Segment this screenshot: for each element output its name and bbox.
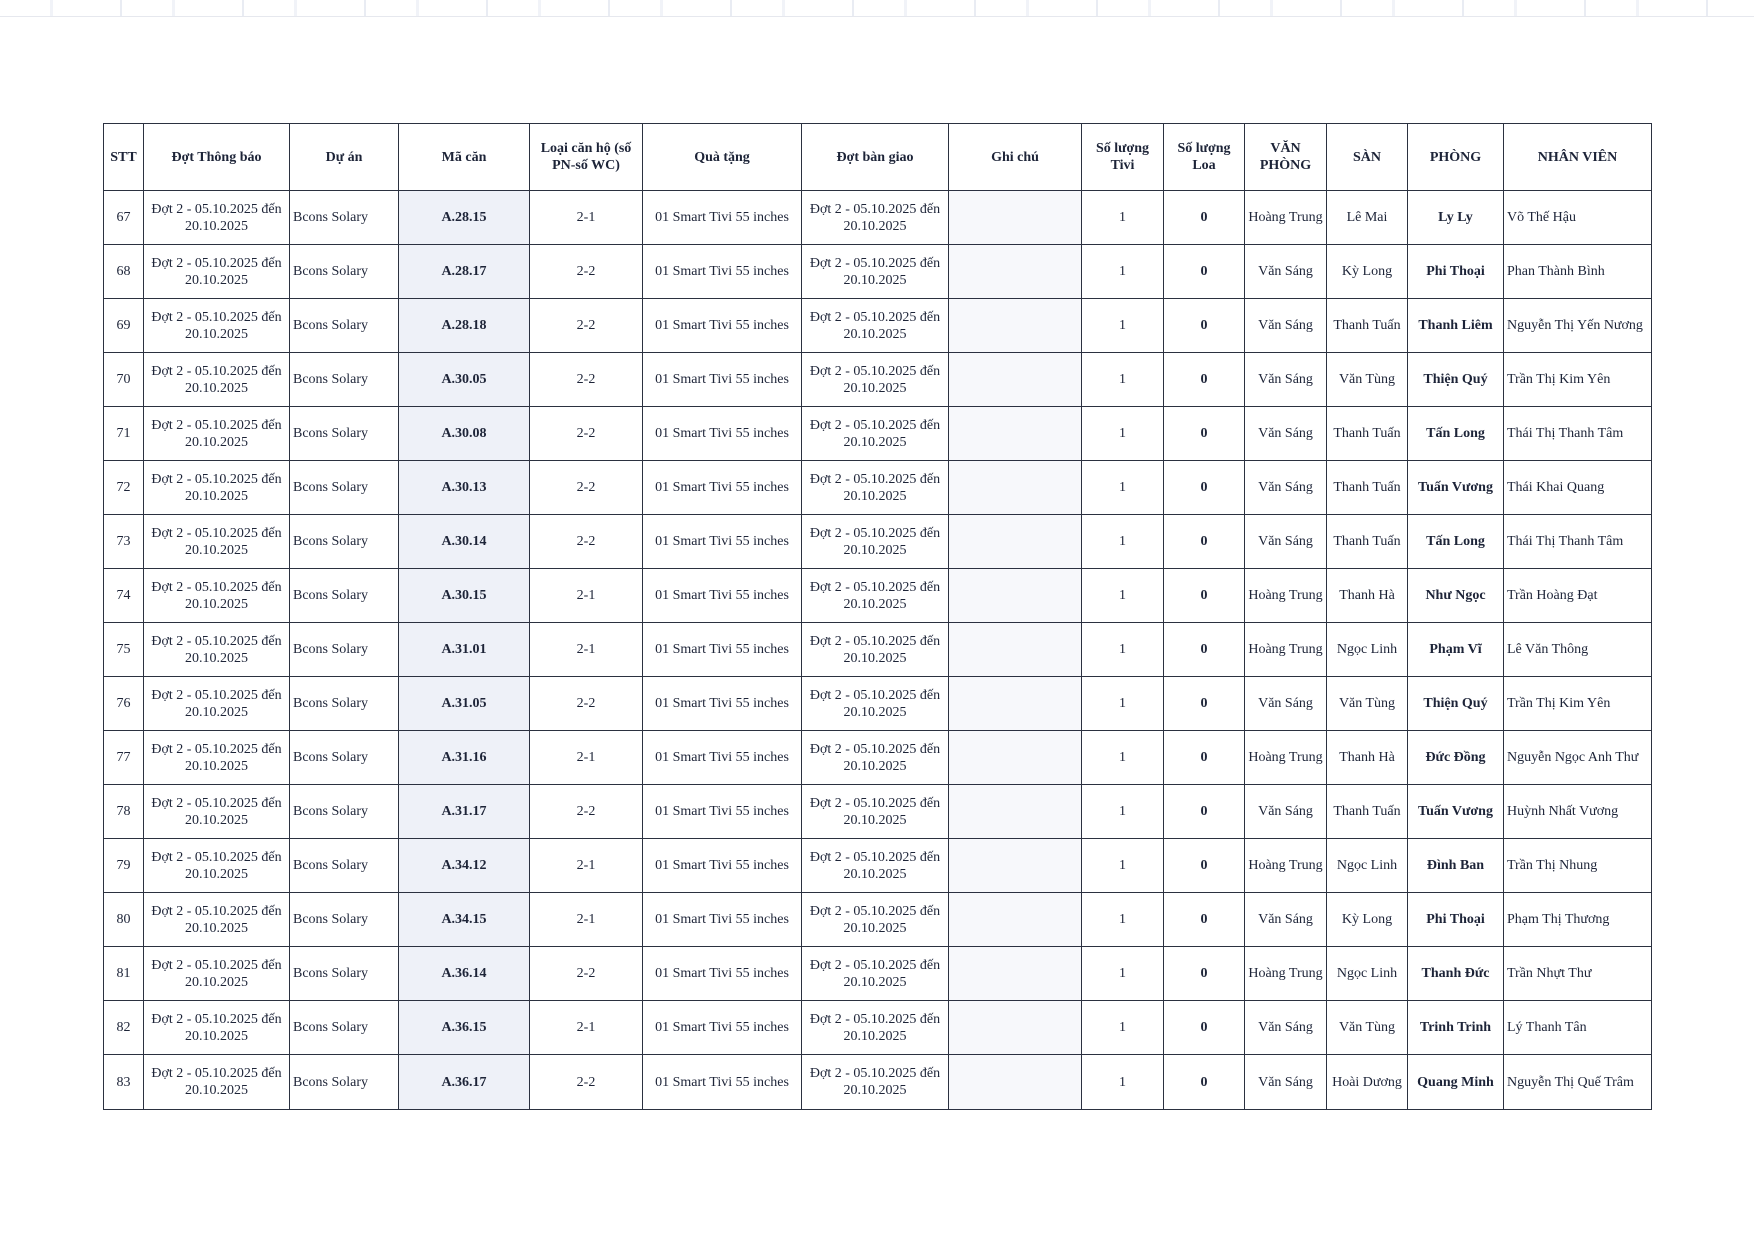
cell-qua-tang: 01 Smart Tivi 55 inches xyxy=(643,839,802,893)
cell-ghi-chu xyxy=(949,731,1082,785)
header-so-luong-loa: Số lượng Loa xyxy=(1164,124,1245,191)
cell-ma-can: A.31.17 xyxy=(399,785,530,839)
table-row xyxy=(104,569,1652,623)
table-row xyxy=(104,1055,1652,1110)
cell-stt: 76 xyxy=(104,677,144,731)
cell-so-luong-tivi: 1 xyxy=(1082,299,1164,353)
cell-nhan-vien: Lê Văn Thông xyxy=(1504,623,1652,677)
cell-du-an: Bcons Solary xyxy=(290,893,399,947)
cell-dot-thong-bao: Đợt 2 - 05.10.2025 đến 20.10.2025 xyxy=(144,839,290,893)
cell-dot-ban-giao: Đợt 2 - 05.10.2025 đến 20.10.2025 xyxy=(802,731,949,785)
table-row xyxy=(104,947,1652,1001)
cell-stt: 80 xyxy=(104,893,144,947)
cell-phong: Phi Thoại xyxy=(1408,245,1504,299)
cell-stt: 67 xyxy=(104,191,144,245)
cell-stt: 83 xyxy=(104,1055,144,1110)
cell-dot-ban-giao: Đợt 2 - 05.10.2025 đến 20.10.2025 xyxy=(802,191,949,245)
cell-du-an: Bcons Solary xyxy=(290,623,399,677)
cell-loai-can-ho: 2-1 xyxy=(530,839,643,893)
cell-van-phong: Văn Sáng xyxy=(1245,677,1327,731)
cell-phong: Thanh Đức xyxy=(1408,947,1504,1001)
cell-dot-thong-bao: Đợt 2 - 05.10.2025 đến 20.10.2025 xyxy=(144,623,290,677)
header-san: SÀN xyxy=(1327,124,1408,191)
cell-loai-can-ho: 2-2 xyxy=(530,515,643,569)
cell-loai-can-ho: 2-1 xyxy=(530,191,643,245)
cell-dot-ban-giao: Đợt 2 - 05.10.2025 đến 20.10.2025 xyxy=(802,461,949,515)
cell-dot-ban-giao: Đợt 2 - 05.10.2025 đến 20.10.2025 xyxy=(802,1055,949,1110)
header-phong: PHÒNG xyxy=(1408,124,1504,191)
cell-loai-can-ho: 2-2 xyxy=(530,1055,643,1110)
cell-phong: Tấn Long xyxy=(1408,407,1504,461)
cell-qua-tang: 01 Smart Tivi 55 inches xyxy=(643,299,802,353)
cell-so-luong-tivi: 1 xyxy=(1082,407,1164,461)
cell-so-luong-loa: 0 xyxy=(1164,1001,1245,1055)
table-row xyxy=(104,515,1652,569)
cell-so-luong-tivi: 1 xyxy=(1082,677,1164,731)
cell-dot-thong-bao: Đợt 2 - 05.10.2025 đến 20.10.2025 xyxy=(144,947,290,1001)
cell-nhan-vien: Trần Thị Kim Yên xyxy=(1504,677,1652,731)
cell-stt: 79 xyxy=(104,839,144,893)
cell-nhan-vien: Phan Thành Bình xyxy=(1504,245,1652,299)
cell-so-luong-tivi: 1 xyxy=(1082,785,1164,839)
cell-so-luong-loa: 0 xyxy=(1164,677,1245,731)
cell-dot-ban-giao: Đợt 2 - 05.10.2025 đến 20.10.2025 xyxy=(802,407,949,461)
table-row xyxy=(104,785,1652,839)
cell-san: Thanh Tuấn xyxy=(1327,407,1408,461)
cell-du-an: Bcons Solary xyxy=(290,947,399,1001)
cell-qua-tang: 01 Smart Tivi 55 inches xyxy=(643,893,802,947)
cell-san: Kỳ Long xyxy=(1327,893,1408,947)
cell-loai-can-ho: 2-2 xyxy=(530,245,643,299)
cell-loai-can-ho: 2-2 xyxy=(530,407,643,461)
cell-so-luong-loa: 0 xyxy=(1164,461,1245,515)
cell-van-phong: Văn Sáng xyxy=(1245,785,1327,839)
cell-qua-tang: 01 Smart Tivi 55 inches xyxy=(643,407,802,461)
cell-nhan-vien: Nguyễn Thị Yến Nương xyxy=(1504,299,1652,353)
cell-qua-tang: 01 Smart Tivi 55 inches xyxy=(643,785,802,839)
cell-qua-tang: 01 Smart Tivi 55 inches xyxy=(643,1001,802,1055)
cell-dot-ban-giao: Đợt 2 - 05.10.2025 đến 20.10.2025 xyxy=(802,947,949,1001)
cell-so-luong-loa: 0 xyxy=(1164,245,1245,299)
cell-san: Ngọc Linh xyxy=(1327,839,1408,893)
cell-van-phong: Hoàng Trung xyxy=(1245,839,1327,893)
cell-ghi-chu xyxy=(949,1055,1082,1110)
cell-qua-tang: 01 Smart Tivi 55 inches xyxy=(643,1055,802,1110)
cell-so-luong-loa: 0 xyxy=(1164,407,1245,461)
cell-ma-can: A.30.14 xyxy=(399,515,530,569)
cell-phong: Tuấn Vương xyxy=(1408,785,1504,839)
cell-du-an: Bcons Solary xyxy=(290,731,399,785)
cell-loai-can-ho: 2-2 xyxy=(530,461,643,515)
cell-dot-ban-giao: Đợt 2 - 05.10.2025 đến 20.10.2025 xyxy=(802,785,949,839)
header-du-an: Dự án xyxy=(290,124,399,191)
cell-dot-ban-giao: Đợt 2 - 05.10.2025 đến 20.10.2025 xyxy=(802,515,949,569)
cell-du-an: Bcons Solary xyxy=(290,245,399,299)
cell-san: Hoài Dương xyxy=(1327,1055,1408,1110)
cell-van-phong: Hoàng Trung xyxy=(1245,731,1327,785)
header-dot-ban-giao: Đợt bàn giao xyxy=(802,124,949,191)
cell-van-phong: Hoàng Trung xyxy=(1245,569,1327,623)
cell-ghi-chu xyxy=(949,407,1082,461)
table-header-row xyxy=(104,124,1652,191)
cell-du-an: Bcons Solary xyxy=(290,461,399,515)
cell-so-luong-loa: 0 xyxy=(1164,785,1245,839)
header-ghi-chu: Ghi chú xyxy=(949,124,1082,191)
cell-so-luong-tivi: 1 xyxy=(1082,353,1164,407)
cell-so-luong-tivi: 1 xyxy=(1082,191,1164,245)
table-row xyxy=(104,353,1652,407)
cell-dot-ban-giao: Đợt 2 - 05.10.2025 đến 20.10.2025 xyxy=(802,623,949,677)
scan-edge-artifact xyxy=(0,0,1754,17)
cell-so-luong-tivi: 1 xyxy=(1082,461,1164,515)
cell-van-phong: Văn Sáng xyxy=(1245,245,1327,299)
cell-qua-tang: 01 Smart Tivi 55 inches xyxy=(643,245,802,299)
cell-stt: 78 xyxy=(104,785,144,839)
cell-stt: 81 xyxy=(104,947,144,1001)
cell-ghi-chu xyxy=(949,461,1082,515)
header-nhan-vien: NHÂN VIÊN xyxy=(1504,124,1652,191)
cell-san: Thanh Tuấn xyxy=(1327,461,1408,515)
cell-nhan-vien: Võ Thế Hậu xyxy=(1504,191,1652,245)
cell-nhan-vien: Thái Thị Thanh Tâm xyxy=(1504,407,1652,461)
cell-ma-can: A.30.13 xyxy=(399,461,530,515)
cell-dot-thong-bao: Đợt 2 - 05.10.2025 đến 20.10.2025 xyxy=(144,515,290,569)
cell-ma-can: A.36.17 xyxy=(399,1055,530,1110)
cell-so-luong-tivi: 1 xyxy=(1082,947,1164,1001)
cell-stt: 77 xyxy=(104,731,144,785)
cell-so-luong-loa: 0 xyxy=(1164,569,1245,623)
cell-ghi-chu xyxy=(949,299,1082,353)
cell-phong: Thiện Quý xyxy=(1408,677,1504,731)
cell-ma-can: A.28.18 xyxy=(399,299,530,353)
cell-phong: Thiện Quý xyxy=(1408,353,1504,407)
cell-van-phong: Văn Sáng xyxy=(1245,1055,1327,1110)
cell-ghi-chu xyxy=(949,839,1082,893)
cell-san: Thanh Tuấn xyxy=(1327,515,1408,569)
cell-stt: 73 xyxy=(104,515,144,569)
cell-san: Kỳ Long xyxy=(1327,245,1408,299)
cell-ma-can: A.28.17 xyxy=(399,245,530,299)
cell-so-luong-loa: 0 xyxy=(1164,299,1245,353)
cell-dot-thong-bao: Đợt 2 - 05.10.2025 đến 20.10.2025 xyxy=(144,299,290,353)
table-row xyxy=(104,677,1652,731)
cell-van-phong: Văn Sáng xyxy=(1245,1001,1327,1055)
cell-stt: 82 xyxy=(104,1001,144,1055)
cell-so-luong-tivi: 1 xyxy=(1082,569,1164,623)
cell-ma-can: A.34.12 xyxy=(399,839,530,893)
cell-dot-thong-bao: Đợt 2 - 05.10.2025 đến 20.10.2025 xyxy=(144,1001,290,1055)
cell-ghi-chu xyxy=(949,515,1082,569)
cell-nhan-vien: Trần Thị Kim Yên xyxy=(1504,353,1652,407)
cell-ma-can: A.36.14 xyxy=(399,947,530,1001)
cell-nhan-vien: Huỳnh Nhất Vương xyxy=(1504,785,1652,839)
cell-loai-can-ho: 2-1 xyxy=(530,623,643,677)
cell-so-luong-tivi: 1 xyxy=(1082,893,1164,947)
cell-phong: Đức Đồng xyxy=(1408,731,1504,785)
cell-ma-can: A.30.08 xyxy=(399,407,530,461)
cell-ma-can: A.36.15 xyxy=(399,1001,530,1055)
cell-nhan-vien: Thái Thị Thanh Tâm xyxy=(1504,515,1652,569)
header-stt: STT xyxy=(104,124,144,191)
cell-phong: Phi Thoại xyxy=(1408,893,1504,947)
cell-van-phong: Văn Sáng xyxy=(1245,893,1327,947)
gift-allocation-table xyxy=(103,123,1652,1110)
header-loai-can-ho: Loại căn hộ (số PN-số WC) xyxy=(530,124,643,191)
cell-dot-ban-giao: Đợt 2 - 05.10.2025 đến 20.10.2025 xyxy=(802,839,949,893)
cell-loai-can-ho: 2-2 xyxy=(530,353,643,407)
cell-nhan-vien: Lý Thanh Tân xyxy=(1504,1001,1652,1055)
cell-so-luong-loa: 0 xyxy=(1164,947,1245,1001)
cell-qua-tang: 01 Smart Tivi 55 inches xyxy=(643,461,802,515)
cell-ghi-chu xyxy=(949,569,1082,623)
cell-san: Ngọc Linh xyxy=(1327,947,1408,1001)
table-row xyxy=(104,1001,1652,1055)
table-row xyxy=(104,407,1652,461)
cell-du-an: Bcons Solary xyxy=(290,191,399,245)
cell-dot-ban-giao: Đợt 2 - 05.10.2025 đến 20.10.2025 xyxy=(802,893,949,947)
cell-qua-tang: 01 Smart Tivi 55 inches xyxy=(643,677,802,731)
cell-du-an: Bcons Solary xyxy=(290,515,399,569)
cell-san: Văn Tùng xyxy=(1327,1001,1408,1055)
cell-so-luong-loa: 0 xyxy=(1164,731,1245,785)
cell-van-phong: Văn Sáng xyxy=(1245,353,1327,407)
cell-ghi-chu xyxy=(949,785,1082,839)
cell-stt: 71 xyxy=(104,407,144,461)
cell-so-luong-tivi: 1 xyxy=(1082,245,1164,299)
header-dot-thong-bao: Đợt Thông báo xyxy=(144,124,290,191)
cell-dot-ban-giao: Đợt 2 - 05.10.2025 đến 20.10.2025 xyxy=(802,569,949,623)
cell-stt: 72 xyxy=(104,461,144,515)
cell-nhan-vien: Trần Hoàng Đạt xyxy=(1504,569,1652,623)
cell-so-luong-loa: 0 xyxy=(1164,893,1245,947)
cell-du-an: Bcons Solary xyxy=(290,353,399,407)
cell-ma-can: A.30.15 xyxy=(399,569,530,623)
cell-so-luong-tivi: 1 xyxy=(1082,623,1164,677)
cell-so-luong-tivi: 1 xyxy=(1082,1001,1164,1055)
cell-van-phong: Văn Sáng xyxy=(1245,461,1327,515)
cell-dot-thong-bao: Đợt 2 - 05.10.2025 đến 20.10.2025 xyxy=(144,677,290,731)
cell-so-luong-tivi: 1 xyxy=(1082,1055,1164,1110)
cell-du-an: Bcons Solary xyxy=(290,1055,399,1110)
cell-ma-can: A.31.01 xyxy=(399,623,530,677)
cell-ma-can: A.31.16 xyxy=(399,731,530,785)
cell-ma-can: A.30.05 xyxy=(399,353,530,407)
cell-san: Thanh Hà xyxy=(1327,569,1408,623)
cell-so-luong-tivi: 1 xyxy=(1082,839,1164,893)
cell-ma-can: A.31.05 xyxy=(399,677,530,731)
cell-so-luong-loa: 0 xyxy=(1164,515,1245,569)
cell-phong: Tấn Long xyxy=(1408,515,1504,569)
cell-so-luong-tivi: 1 xyxy=(1082,515,1164,569)
cell-so-luong-loa: 0 xyxy=(1164,1055,1245,1110)
table-row xyxy=(104,299,1652,353)
cell-phong: Đình Ban xyxy=(1408,839,1504,893)
cell-du-an: Bcons Solary xyxy=(290,785,399,839)
cell-ghi-chu xyxy=(949,191,1082,245)
cell-du-an: Bcons Solary xyxy=(290,1001,399,1055)
cell-stt: 68 xyxy=(104,245,144,299)
cell-van-phong: Văn Sáng xyxy=(1245,299,1327,353)
cell-qua-tang: 01 Smart Tivi 55 inches xyxy=(643,623,802,677)
cell-loai-can-ho: 2-1 xyxy=(530,893,643,947)
cell-nhan-vien: Trần Nhựt Thư xyxy=(1504,947,1652,1001)
cell-loai-can-ho: 2-2 xyxy=(530,947,643,1001)
cell-ghi-chu xyxy=(949,947,1082,1001)
cell-nhan-vien: Nguyễn Thị Quế Trâm xyxy=(1504,1055,1652,1110)
table-row xyxy=(104,893,1652,947)
cell-nhan-vien: Phạm Thị Thương xyxy=(1504,893,1652,947)
header-van-phong: VĂN PHÒNG xyxy=(1245,124,1327,191)
cell-dot-ban-giao: Đợt 2 - 05.10.2025 đến 20.10.2025 xyxy=(802,245,949,299)
table-row xyxy=(104,839,1652,893)
cell-san: Thanh Hà xyxy=(1327,731,1408,785)
header-ma-can: Mã căn xyxy=(399,124,530,191)
cell-dot-thong-bao: Đợt 2 - 05.10.2025 đến 20.10.2025 xyxy=(144,461,290,515)
cell-dot-thong-bao: Đợt 2 - 05.10.2025 đến 20.10.2025 xyxy=(144,785,290,839)
cell-qua-tang: 01 Smart Tivi 55 inches xyxy=(643,947,802,1001)
cell-van-phong: Hoàng Trung xyxy=(1245,947,1327,1001)
cell-qua-tang: 01 Smart Tivi 55 inches xyxy=(643,569,802,623)
cell-qua-tang: 01 Smart Tivi 55 inches xyxy=(643,731,802,785)
cell-phong: Thanh Liêm xyxy=(1408,299,1504,353)
cell-qua-tang: 01 Smart Tivi 55 inches xyxy=(643,191,802,245)
cell-phong: Quang Minh xyxy=(1408,1055,1504,1110)
cell-stt: 74 xyxy=(104,569,144,623)
cell-van-phong: Văn Sáng xyxy=(1245,407,1327,461)
cell-san: Thanh Tuấn xyxy=(1327,299,1408,353)
table-row xyxy=(104,245,1652,299)
cell-dot-thong-bao: Đợt 2 - 05.10.2025 đến 20.10.2025 xyxy=(144,353,290,407)
cell-dot-ban-giao: Đợt 2 - 05.10.2025 đến 20.10.2025 xyxy=(802,1001,949,1055)
cell-dot-thong-bao: Đợt 2 - 05.10.2025 đến 20.10.2025 xyxy=(144,407,290,461)
cell-dot-ban-giao: Đợt 2 - 05.10.2025 đến 20.10.2025 xyxy=(802,353,949,407)
cell-nhan-vien: Trần Thị Nhung xyxy=(1504,839,1652,893)
cell-ghi-chu xyxy=(949,677,1082,731)
table-row xyxy=(104,191,1652,245)
cell-dot-thong-bao: Đợt 2 - 05.10.2025 đến 20.10.2025 xyxy=(144,569,290,623)
cell-dot-ban-giao: Đợt 2 - 05.10.2025 đến 20.10.2025 xyxy=(802,299,949,353)
cell-phong: Phạm Vĩ xyxy=(1408,623,1504,677)
cell-loai-can-ho: 2-2 xyxy=(530,785,643,839)
cell-stt: 75 xyxy=(104,623,144,677)
cell-loai-can-ho: 2-1 xyxy=(530,569,643,623)
cell-van-phong: Văn Sáng xyxy=(1245,515,1327,569)
cell-dot-ban-giao: Đợt 2 - 05.10.2025 đến 20.10.2025 xyxy=(802,677,949,731)
cell-ghi-chu xyxy=(949,623,1082,677)
cell-du-an: Bcons Solary xyxy=(290,407,399,461)
cell-phong: Tuấn Vương xyxy=(1408,461,1504,515)
cell-loai-can-ho: 2-1 xyxy=(530,1001,643,1055)
header-so-luong-tivi: Số lượng Tivi xyxy=(1082,124,1164,191)
cell-san: Thanh Tuấn xyxy=(1327,785,1408,839)
cell-so-luong-loa: 0 xyxy=(1164,623,1245,677)
cell-san: Văn Tùng xyxy=(1327,677,1408,731)
cell-du-an: Bcons Solary xyxy=(290,569,399,623)
cell-qua-tang: 01 Smart Tivi 55 inches xyxy=(643,515,802,569)
cell-san: Ngọc Linh xyxy=(1327,623,1408,677)
cell-phong: Trinh Trinh xyxy=(1408,1001,1504,1055)
cell-so-luong-loa: 0 xyxy=(1164,191,1245,245)
cell-ghi-chu xyxy=(949,245,1082,299)
cell-du-an: Bcons Solary xyxy=(290,677,399,731)
table-row xyxy=(104,461,1652,515)
cell-nhan-vien: Nguyễn Ngọc Anh Thư xyxy=(1504,731,1652,785)
cell-du-an: Bcons Solary xyxy=(290,839,399,893)
cell-san: Văn Tùng xyxy=(1327,353,1408,407)
cell-ghi-chu xyxy=(949,353,1082,407)
cell-phong: Ly Ly xyxy=(1408,191,1504,245)
cell-ma-can: A.28.15 xyxy=(399,191,530,245)
cell-dot-thong-bao: Đợt 2 - 05.10.2025 đến 20.10.2025 xyxy=(144,1055,290,1110)
header-qua-tang: Quà tặng xyxy=(643,124,802,191)
cell-van-phong: Hoàng Trung xyxy=(1245,623,1327,677)
cell-du-an: Bcons Solary xyxy=(290,299,399,353)
cell-so-luong-tivi: 1 xyxy=(1082,731,1164,785)
cell-san: Lê Mai xyxy=(1327,191,1408,245)
cell-stt: 69 xyxy=(104,299,144,353)
cell-ghi-chu xyxy=(949,1001,1082,1055)
cell-so-luong-loa: 0 xyxy=(1164,839,1245,893)
cell-ghi-chu xyxy=(949,893,1082,947)
table-row xyxy=(104,731,1652,785)
cell-loai-can-ho: 2-2 xyxy=(530,299,643,353)
cell-phong: Như Ngọc xyxy=(1408,569,1504,623)
cell-nhan-vien: Thái Khai Quang xyxy=(1504,461,1652,515)
cell-dot-thong-bao: Đợt 2 - 05.10.2025 đến 20.10.2025 xyxy=(144,893,290,947)
cell-ma-can: A.34.15 xyxy=(399,893,530,947)
cell-stt: 70 xyxy=(104,353,144,407)
cell-dot-thong-bao: Đợt 2 - 05.10.2025 đến 20.10.2025 xyxy=(144,191,290,245)
cell-qua-tang: 01 Smart Tivi 55 inches xyxy=(643,353,802,407)
cell-loai-can-ho: 2-1 xyxy=(530,731,643,785)
cell-dot-thong-bao: Đợt 2 - 05.10.2025 đến 20.10.2025 xyxy=(144,245,290,299)
table-row xyxy=(104,623,1652,677)
cell-dot-thong-bao: Đợt 2 - 05.10.2025 đến 20.10.2025 xyxy=(144,731,290,785)
cell-so-luong-loa: 0 xyxy=(1164,353,1245,407)
cell-loai-can-ho: 2-2 xyxy=(530,677,643,731)
cell-van-phong: Hoàng Trung xyxy=(1245,191,1327,245)
